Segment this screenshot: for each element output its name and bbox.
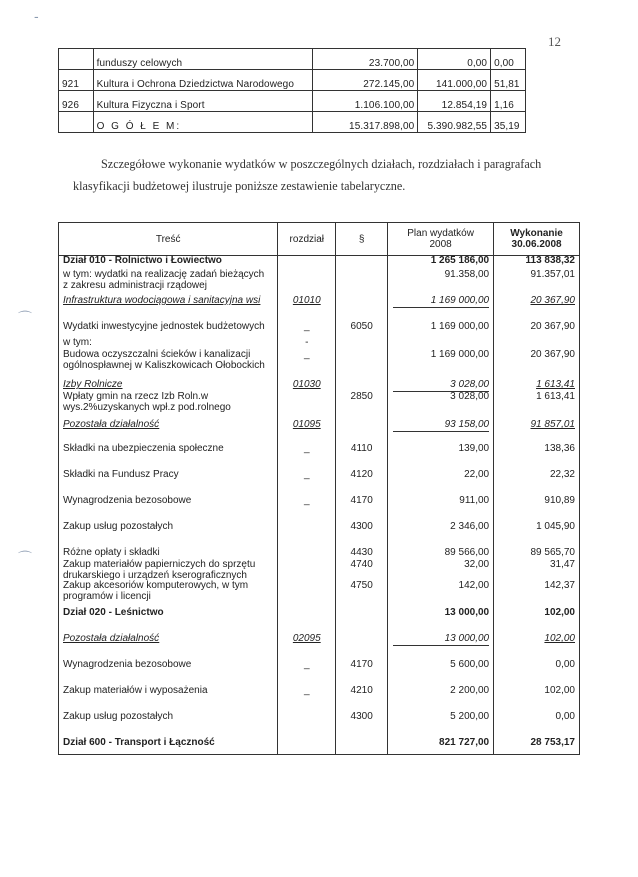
cell-tresc-line: Dział 010 - Rolnictwo i Łowiectwo	[63, 255, 222, 266]
cell-tresc-line: Zakup akcesoriów komputerowych, w tym	[63, 580, 249, 591]
cell-rozdzial	[278, 270, 336, 296]
cell-wykonanie-value: 31,47	[549, 559, 575, 570]
cell-rozdzial-value: _	[304, 349, 310, 360]
summary-exec: 12.854,19	[418, 91, 491, 112]
cell-tresc	[59, 420, 278, 444]
cell-tresc	[59, 470, 278, 496]
header-plan-line1: Plan wydatków	[407, 228, 474, 239]
cell-wykonanie-value: 910,89	[544, 495, 575, 506]
cell-tresc-line: Wydatki inwestycyjne jednostek budżetowych	[63, 321, 265, 332]
cell-rozdzial	[278, 444, 336, 470]
table-row	[59, 350, 580, 380]
cell-wykonanie-value: 20 367,90	[530, 349, 575, 360]
cell-rozdzial	[278, 350, 336, 380]
summary-table	[58, 48, 526, 133]
cell-plan	[388, 686, 494, 712]
cell-wykonanie-value: 89 565,70	[530, 547, 575, 558]
cell-plan-value: 142,00	[458, 580, 490, 591]
cell-rozdzial	[278, 660, 336, 686]
cell-rozdzial-value: _	[304, 469, 310, 480]
cell-wykonanie-value: 113 838,32	[525, 255, 575, 266]
cell-paragraf	[336, 420, 388, 444]
cell-wykonanie	[494, 660, 580, 686]
cell-tresc-line: Pozostała działalność	[63, 633, 160, 644]
scan-mark: ⌒	[18, 550, 32, 566]
page-number: 12	[548, 34, 561, 49]
cell-tresc-line: wys.2%uzyskanych wpł.z pod.rolnego	[63, 401, 231, 413]
cell-rozdzial	[278, 738, 336, 755]
cell-plan-value: 2 200,00	[450, 685, 490, 696]
cell-tresc-line: Zakup usług pozostałych	[63, 521, 174, 532]
cell-plan-value: 1 169 000,00	[393, 296, 489, 308]
cell-plan	[388, 444, 494, 470]
cell-plan-value: 1 169 000,00	[430, 349, 490, 360]
cell-tresc-line: Składki na ubezpieczenia społeczne	[63, 443, 224, 454]
table-row	[59, 660, 580, 686]
intro-line-1: Szczegółowe wykonanie wydatków w poszczególnych działach, rozdziałach i paragrafach	[101, 157, 542, 171]
cell-tresc-line: programów i licencji	[63, 590, 151, 602]
cell-plan	[388, 560, 494, 581]
table-row	[59, 444, 580, 470]
cell-rozdzial	[278, 296, 336, 322]
summary-row	[59, 112, 526, 133]
summary-plan: 23.700,00	[312, 49, 418, 70]
cell-wykonanie	[494, 560, 580, 581]
cell-wykonanie-value: 20 367,90	[530, 295, 575, 306]
cell-tresc	[59, 444, 278, 470]
summary-exec: 0,00	[418, 49, 491, 70]
cell-paragraf: 4430	[336, 548, 388, 560]
table-row	[59, 738, 580, 755]
cell-paragraf	[336, 296, 388, 322]
cell-rozdzial	[278, 581, 336, 608]
cell-plan-value: 93 158,00	[393, 420, 489, 432]
cell-plan	[388, 581, 494, 608]
cell-tresc-line: Budowa oczyszczalni ścieków i kanalizacji	[63, 349, 251, 360]
summary-name: Kultura Fizyczna i Sport	[93, 91, 312, 112]
cell-wykonanie-value: 102,00	[544, 685, 575, 696]
cell-tresc-line: Składki na Fundusz Pracy	[63, 469, 179, 480]
cell-rozdzial	[278, 560, 336, 581]
header-rozdzial: rozdział	[278, 223, 336, 256]
summary-exec: 5.390.982,55	[418, 112, 491, 133]
table-row	[59, 256, 580, 271]
table-header-row	[59, 223, 580, 256]
table-row	[59, 560, 580, 581]
cell-plan	[388, 296, 494, 322]
summary-row	[59, 91, 526, 112]
table-row	[59, 712, 580, 738]
cell-rozdzial	[278, 380, 336, 392]
header-wyk-line1: Wykonanie	[510, 228, 563, 239]
table-row	[59, 686, 580, 712]
cell-plan-value: 91.358,00	[444, 269, 490, 280]
cell-paragraf: 2850	[336, 392, 388, 420]
cell-plan-value: 32,00	[464, 559, 490, 570]
cell-rozdzial	[278, 256, 336, 271]
cell-tresc	[59, 608, 278, 634]
cell-plan-value: 139,00	[458, 443, 490, 454]
cell-paragraf	[336, 270, 388, 296]
cell-rozdzial-value: _	[304, 495, 310, 506]
cell-plan-value: 821 727,00	[439, 737, 490, 748]
cell-wykonanie	[494, 738, 580, 755]
table-row	[59, 522, 580, 548]
scan-mark: ⌒	[18, 310, 32, 326]
cell-rozdzial	[278, 634, 336, 660]
cell-tresc	[59, 296, 278, 322]
cell-plan	[388, 470, 494, 496]
cell-wykonanie	[494, 522, 580, 548]
cell-plan	[388, 522, 494, 548]
cell-tresc-line: w tym:	[63, 337, 92, 348]
cell-rozdzial	[278, 522, 336, 548]
cell-wykonanie-value: 138,36	[544, 443, 575, 454]
cell-wykonanie-value: 1 613,41	[536, 391, 575, 402]
cell-plan-value: 5 600,00	[450, 659, 490, 670]
cell-tresc	[59, 581, 278, 608]
cell-tresc-line: w tym: wydatki na realizację zadań bieżących	[63, 269, 265, 280]
cell-plan	[388, 608, 494, 634]
summary-pct: 1,16	[491, 91, 526, 112]
cell-tresc-line: Wynagrodzenia bezosobowe	[63, 659, 192, 670]
cell-tresc	[59, 738, 278, 755]
cell-paragraf: 4170	[336, 660, 388, 686]
cell-plan-value: 13 000,00	[393, 634, 489, 646]
cell-paragraf: 4170	[336, 496, 388, 522]
table-row	[59, 470, 580, 496]
cell-plan	[388, 738, 494, 755]
cell-tresc-line: Dział 020 - Leśnictwo	[63, 607, 164, 618]
cell-rozdzial	[278, 712, 336, 738]
cell-wykonanie	[494, 350, 580, 380]
table-row	[59, 608, 580, 634]
cell-rozdzial	[278, 686, 336, 712]
cell-rozdzial-value: _	[304, 321, 310, 332]
cell-wykonanie	[494, 634, 580, 660]
cell-wykonanie	[494, 270, 580, 296]
cell-tresc-line: Dział 600 - Transport i Łączność	[63, 737, 215, 748]
cell-wykonanie-value: 91 857,01	[530, 419, 575, 430]
scan-mark: -	[34, 8, 39, 24]
cell-wykonanie	[494, 581, 580, 608]
summary-row	[59, 70, 526, 91]
cell-paragraf	[336, 338, 388, 350]
summary-code	[59, 49, 94, 70]
cell-paragraf: 6050	[336, 322, 388, 338]
cell-paragraf: 4300	[336, 522, 388, 548]
cell-plan	[388, 420, 494, 444]
summary-code: 921	[59, 70, 94, 91]
cell-plan-value: 1 265 186,00	[430, 255, 490, 266]
cell-rozdzial-value: 01095	[292, 419, 321, 430]
header-tresc: Treść	[59, 223, 278, 256]
cell-rozdzial	[278, 608, 336, 634]
cell-tresc	[59, 270, 278, 296]
cell-wykonanie-value: 0,00	[555, 659, 575, 670]
summary-exec: 141.000,00	[418, 70, 491, 91]
summary-plan: 272.145,00	[312, 70, 418, 91]
summary-name: Kultura i Ochrona Dziedzictwa Narodowego	[93, 70, 312, 91]
table-row	[59, 496, 580, 522]
table-row	[59, 420, 580, 444]
cell-paragraf: 4210	[336, 686, 388, 712]
cell-plan	[388, 634, 494, 660]
intro-paragraph	[73, 153, 563, 197]
cell-paragraf	[336, 738, 388, 755]
cell-wykonanie	[494, 608, 580, 634]
cell-wykonanie-value: 1 045,90	[536, 521, 575, 532]
cell-tresc	[59, 686, 278, 712]
cell-tresc	[59, 392, 278, 420]
cell-tresc	[59, 256, 278, 271]
cell-plan-value: 13 000,00	[444, 607, 490, 618]
cell-tresc	[59, 522, 278, 548]
summary-plan: 15.317.898,00	[312, 112, 418, 133]
cell-tresc	[59, 496, 278, 522]
cell-wykonanie-value: 20 367,90	[530, 321, 575, 332]
table-row	[59, 296, 580, 322]
summary-pct: 35,19	[491, 112, 526, 133]
cell-rozdzial-value: _	[304, 659, 310, 670]
cell-tresc-line: Izby Rolnicze	[63, 379, 123, 390]
summary-code	[59, 112, 94, 133]
header-wykonanie	[494, 223, 580, 256]
cell-tresc	[59, 322, 278, 338]
cell-plan-value: 3 028,00	[450, 391, 490, 402]
cell-plan	[388, 712, 494, 738]
cell-wykonanie-value: 91.357,01	[530, 269, 575, 280]
summary-pct: 0,00	[491, 49, 526, 70]
cell-wykonanie-value: 142,37	[544, 580, 575, 591]
cell-plan-value: 911,00	[459, 495, 490, 506]
cell-tresc-line: ogólnospławnej w Kaliszkowicach Ołobockich	[63, 359, 265, 371]
cell-plan-value: 89 566,00	[444, 547, 490, 558]
cell-plan	[388, 660, 494, 686]
cell-rozdzial-value: -	[305, 337, 309, 348]
cell-plan	[388, 496, 494, 522]
summary-code: 926	[59, 91, 94, 112]
cell-tresc	[59, 634, 278, 660]
cell-plan-value: 22,00	[464, 469, 490, 480]
summary-pct: 51,81	[491, 70, 526, 91]
cell-rozdzial	[278, 322, 336, 338]
table-row	[59, 392, 580, 420]
cell-tresc	[59, 560, 278, 581]
header-plan	[388, 223, 494, 256]
cell-rozdzial	[278, 548, 336, 560]
cell-paragraf: 4750	[336, 581, 388, 608]
cell-wykonanie	[494, 296, 580, 322]
table-row	[59, 634, 580, 660]
table-row	[59, 322, 580, 338]
header-paragraf: §	[336, 223, 388, 256]
cell-rozdzial	[278, 470, 336, 496]
cell-plan-value: 1 169 000,00	[430, 321, 490, 332]
cell-rozdzial	[278, 496, 336, 522]
cell-wykonanie-value: 102,00	[544, 633, 575, 644]
cell-plan	[388, 350, 494, 380]
cell-plan-value: 3 028,00	[393, 380, 489, 392]
cell-paragraf: 4300	[336, 712, 388, 738]
cell-paragraf	[336, 634, 388, 660]
cell-wykonanie-value: 0,00	[555, 711, 575, 722]
cell-tresc-line: Infrastruktura wodociągowa i sanitacyjna wsi	[63, 295, 261, 306]
cell-tresc	[59, 350, 278, 380]
cell-paragraf	[336, 350, 388, 380]
cell-tresc	[59, 712, 278, 738]
cell-wykonanie	[494, 420, 580, 444]
cell-tresc-line: Wynagrodzenia bezosobowe	[63, 495, 192, 506]
cell-plan	[388, 270, 494, 296]
cell-rozdzial	[278, 420, 336, 444]
cell-tresc-line: drukarskiego i urządzeń kserograficznych	[63, 569, 247, 581]
header-plan-line2: 2008	[429, 239, 452, 250]
cell-wykonanie-value: 28 753,17	[530, 737, 575, 748]
summary-row	[59, 49, 526, 70]
cell-wykonanie	[494, 322, 580, 338]
cell-plan	[388, 392, 494, 420]
intro-line-2: klasyfikacji budżetowej ilustruje poniższe zestawienie tabelaryczne.	[73, 179, 406, 193]
cell-plan	[388, 322, 494, 338]
table-row	[59, 581, 580, 608]
cell-plan-value: 2 346,00	[450, 521, 490, 532]
cell-wykonanie	[494, 496, 580, 522]
cell-tresc	[59, 660, 278, 686]
cell-plan	[388, 256, 494, 271]
summary-plan: 1.106.100,00	[312, 91, 418, 112]
cell-tresc-line: Zakup materiałów papierniczych do sprzętu	[63, 559, 256, 570]
cell-tresc-line: z zakresu administracji rządowej	[63, 279, 207, 291]
cell-paragraf: 4740	[336, 560, 388, 581]
cell-paragraf: 4120	[336, 470, 388, 496]
cell-wykonanie	[494, 470, 580, 496]
cell-wykonanie	[494, 444, 580, 470]
cell-wykonanie-value: 1 613,41	[536, 379, 575, 390]
cell-rozdzial-value: 01010	[292, 295, 321, 306]
cell-wykonanie	[494, 256, 580, 271]
cell-paragraf	[336, 608, 388, 634]
cell-wykonanie	[494, 686, 580, 712]
cell-tresc-line: Zakup usług pozostałych	[63, 711, 174, 722]
summary-name: O G Ó Ł E M:	[93, 112, 312, 133]
cell-paragraf: 4110	[336, 444, 388, 470]
cell-wykonanie-value: 102,00	[544, 607, 575, 618]
cell-plan-value: 5 200,00	[450, 711, 490, 722]
cell-rozdzial-value: _	[304, 685, 310, 696]
cell-rozdzial	[278, 392, 336, 420]
table-row	[59, 270, 580, 296]
cell-wykonanie	[494, 392, 580, 420]
cell-tresc-line: Różne opłaty i składki	[63, 547, 160, 558]
expenditure-table	[58, 222, 580, 755]
cell-rozdzial-value: 02095	[292, 633, 321, 644]
cell-wykonanie	[494, 712, 580, 738]
cell-wykonanie-value: 22,32	[549, 469, 575, 480]
cell-rozdzial-value: 01030	[292, 379, 321, 390]
summary-name: funduszy celowych	[93, 49, 312, 70]
cell-rozdzial-value: _	[304, 443, 310, 454]
cell-paragraf	[336, 256, 388, 271]
cell-tresc-line: Wpłaty gmin na rzecz Izb Roln.w	[63, 391, 209, 402]
cell-tresc-line: Zakup materiałów i wyposażenia	[63, 685, 208, 696]
cell-tresc-line: Pozostała działalność	[63, 419, 160, 430]
header-wyk-line2: 30.06.2008	[511, 239, 562, 250]
